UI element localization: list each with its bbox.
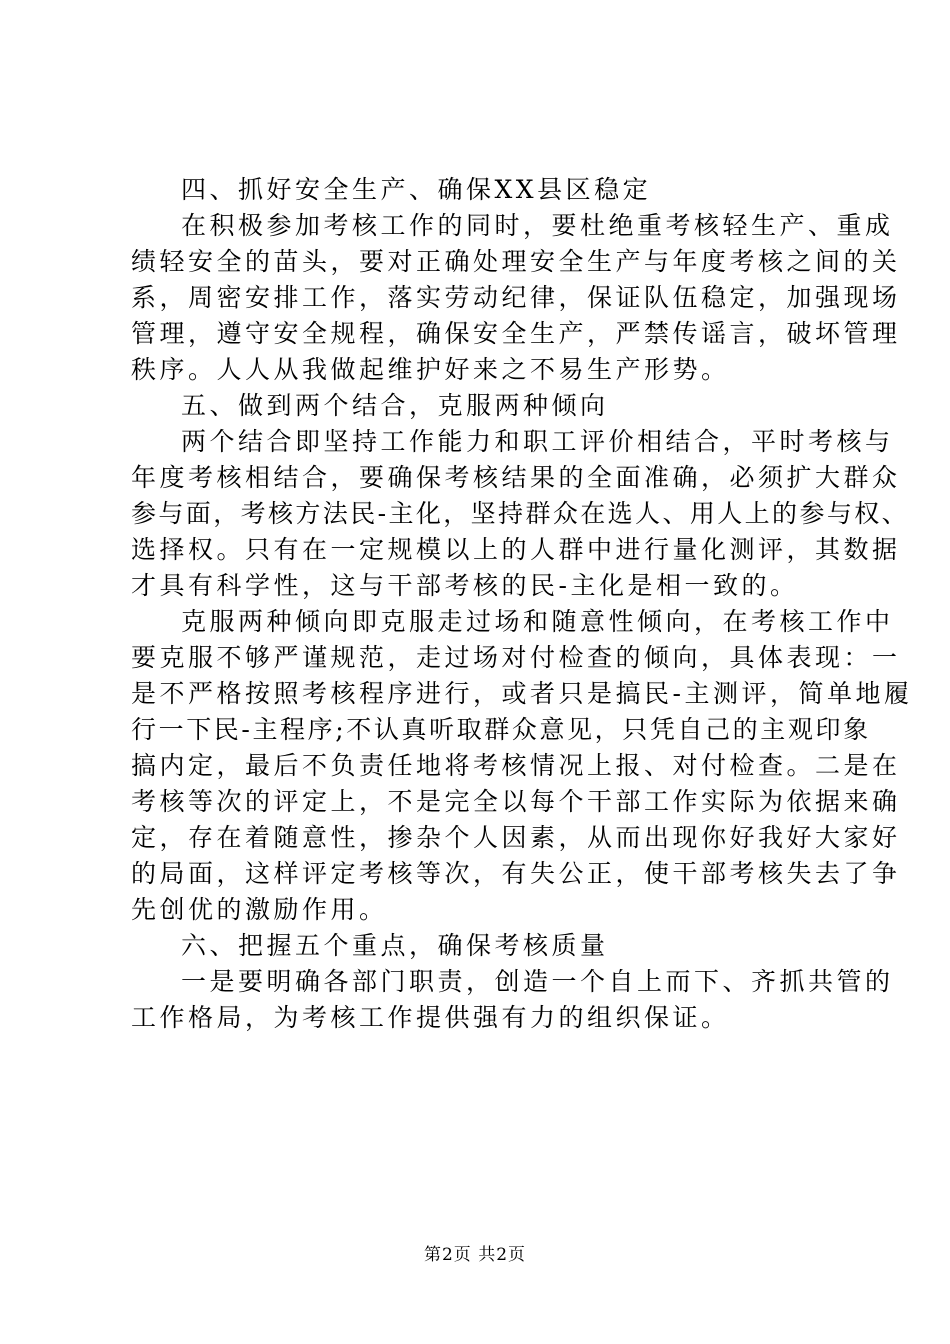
paragraph-line: 在积极参加考核工作的同时，要杜绝重考核轻生产、重成 — [181, 211, 894, 240]
paragraph-line: 要克服不够严谨规范，走过场对付检查的倾向，具体表现：一 — [131, 643, 901, 672]
paragraph-line: 工作格局，为考核工作提供强有力的组织保证。 — [131, 1003, 730, 1032]
paragraph-line: 参与面，考核方法民-主化，坚持群众在选人、用人上的参与权、 — [131, 499, 910, 528]
paragraph-line: 的局面，这样评定考核等次，有失公正，使干部考核失去了争 — [131, 859, 901, 888]
paragraph-line: 才具有科学性，这与干部考核的民-主化是相一致的。 — [131, 571, 799, 600]
paragraph-line: 克服两种倾向即克服走过场和随意性倾向，在考核工作中 — [181, 607, 894, 636]
paragraph-line: 定，存在着随意性，掺杂个人因素，从而出现你好我好大家好 — [131, 823, 901, 852]
section-heading-5: 五、做到两个结合，克服两种倾向 — [181, 391, 609, 420]
paragraph-line: 一是要明确各部门职责，创造一个自上而下、齐抓共管的 — [181, 967, 894, 996]
paragraph-line: 搞内定，最后不负责任地将考核情况上报、对付检查。二是在 — [131, 751, 901, 780]
page-number-footer: 第2页 共2页 — [423, 1245, 527, 1265]
paragraph-line: 年度考核相结合，要确保考核结果的全面准确，必须扩大群众 — [131, 463, 901, 492]
paragraph-line: 先创优的激励作用。 — [131, 895, 388, 924]
paragraph-line: 是不严格按照考核程序进行，或者只是搞民-主测评，简单地履 — [131, 679, 913, 708]
section-heading-4: 四、抓好安全生产、确保XX县区稳定 — [181, 175, 652, 204]
paragraph-line: 两个结合即坚持工作能力和职工评价相结合，平时考核与 — [181, 427, 894, 456]
paragraph-line: 秩序。人人从我做起维护好来之不易生产形势。 — [131, 355, 730, 384]
paragraph-line: 行一下民-主程序;不认真听取群众意见，只凭自己的主观印象 — [131, 715, 871, 744]
paragraph-line: 绩轻安全的苗头，要对正确处理安全生产与年度考核之间的关 — [131, 247, 901, 276]
paragraph-line: 管理，遵守安全规程，确保安全生产，严禁传谣言，破坏管理 — [131, 319, 901, 348]
paragraph-line: 考核等次的评定上，不是完全以每个干部工作实际为依据来确 — [131, 787, 901, 816]
paragraph-line: 系，周密安排工作，落实劳动纪律，保证队伍稳定，加强现场 — [131, 283, 901, 312]
paragraph-line: 选择权。只有在一定规模以上的人群中进行量化测评，其数据 — [131, 535, 901, 564]
section-heading-6: 六、把握五个重点，确保考核质量 — [181, 931, 609, 960]
